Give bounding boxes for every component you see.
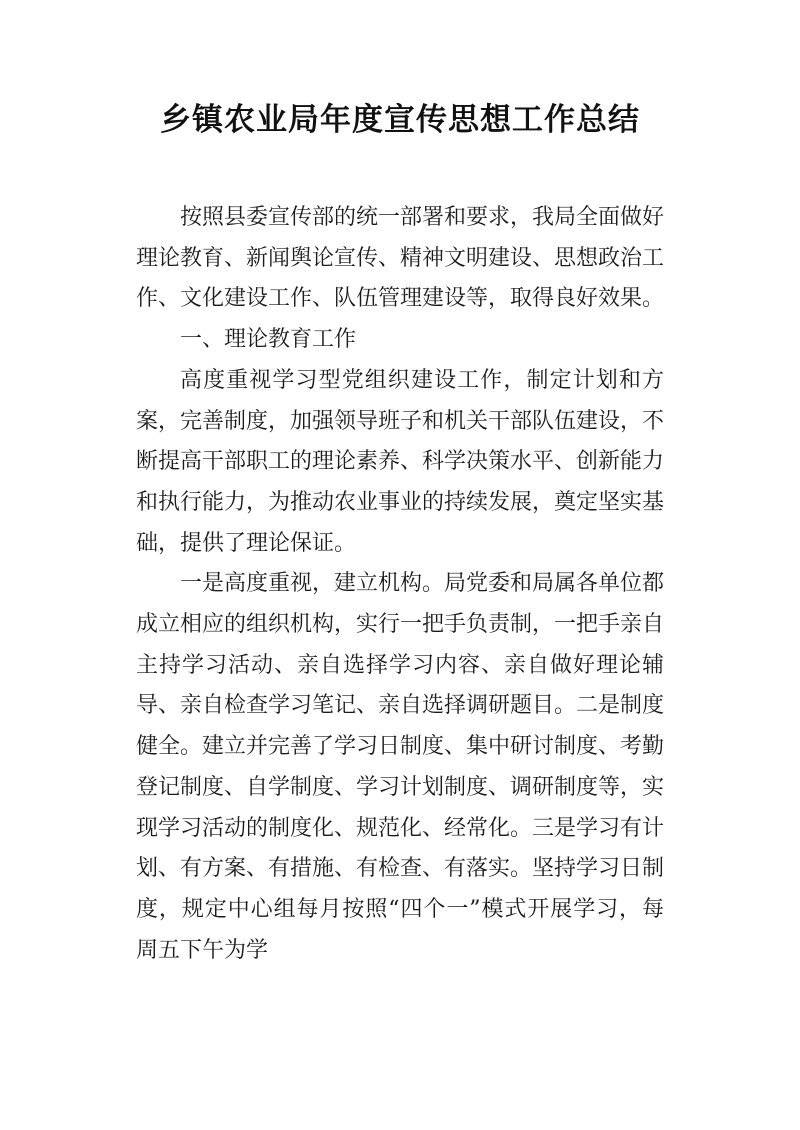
- document-title: 乡镇农业局年度宣传思想工作总结: [160, 102, 640, 138]
- section-heading-theory-education: 一、理论教育工作: [180, 327, 357, 353]
- paragraph-intro: 按照县委宣传部的统一部署和要求，我局全面做好理论教育、新闻舆论宣传、精神文明建设、思想政治工作、文化建设工作、队伍管理建设等，取得良好效果。: [136, 205, 665, 312]
- paragraph-theory-overview: 高度重视学习型党组织建设工作，制定计划和方案，完善制度，加强领导班子和机关干部队伍建设，不断提高干部职工的理论素养、科学决策水平、创新能力和执行能力，为推动农业事业的持续发展，奠定坚实基础，提供了理论保证。: [136, 367, 665, 556]
- paragraph-theory-measures: 一是高度重视，建立机构。局党委和局属各单位都成立相应的组织机构，实行一把手负责制，一把手亲自主持学习活动、亲自选择学习内容、亲自做好理论辅导、亲自检查学习笔记、亲自选择调研题目。二是制度健全。建立并完善了学习日制度、集中研讨制度、考勤登记制度、自学制度、学习计划制度、调研制度等，实现学习活动的制度化、规范化、经常化。三是学习有计划、有方案、有措施、有检查、有落实。坚持学习日制度，规定中心组每月按照“四个一”模式开展学习，每周五下午为学: [136, 571, 665, 963]
- document-body: [136, 198, 664, 971]
